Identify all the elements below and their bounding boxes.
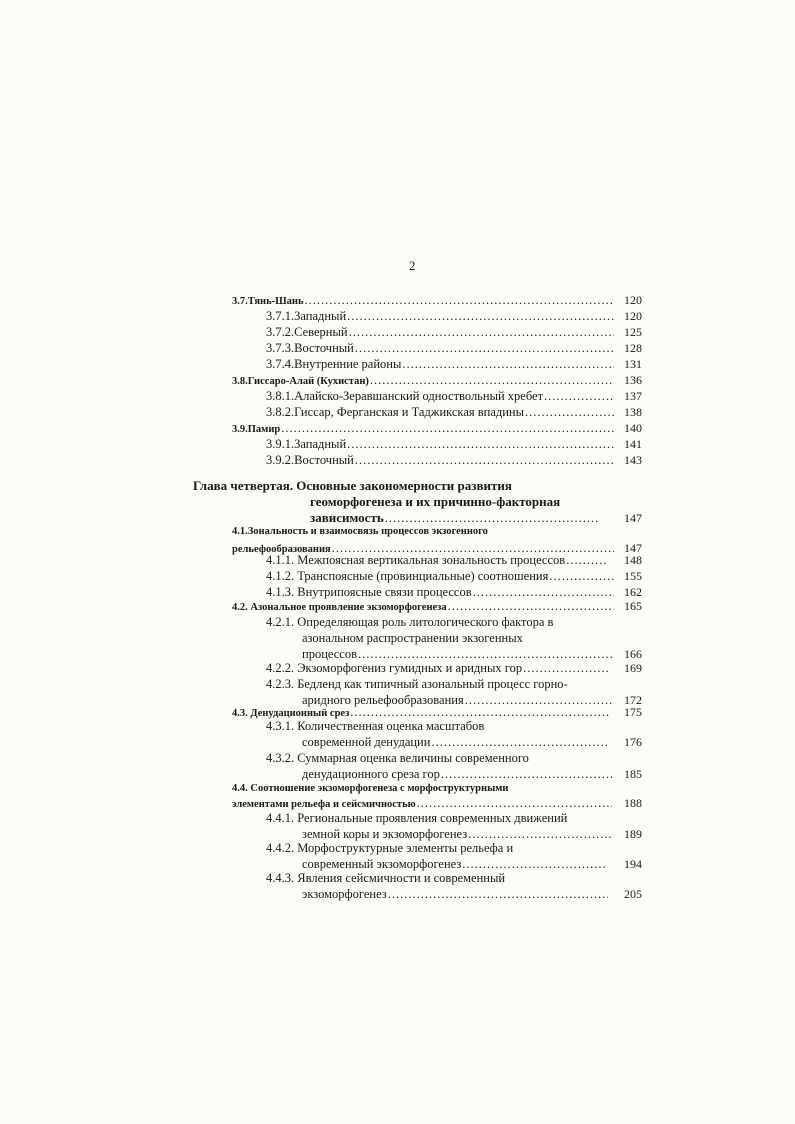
toc-entry-page: 125 xyxy=(624,325,642,339)
toc-entry xyxy=(0,356,795,372)
dot-leader xyxy=(304,292,614,308)
dot-leader xyxy=(430,734,608,750)
toc-entry-page: 120 xyxy=(624,293,642,307)
toc-entry-title: 4.1.2. Транспоясные (провинциальные) соотношения xyxy=(266,569,549,583)
toc-entry-page: 137 xyxy=(624,389,642,403)
toc-entry xyxy=(0,734,795,750)
dot-leader xyxy=(346,436,614,452)
toc-entry xyxy=(0,750,795,766)
toc-entry-title: экзоморфогенез xyxy=(302,887,387,901)
dot-leader xyxy=(369,372,614,388)
toc-entry-title: 4.1.1. Межпоясная вертикальная зональность процессов xyxy=(266,553,566,567)
toc-entry-title: элементами рельефа и сейсмичностью xyxy=(232,799,416,810)
toc-entry-page: 148 xyxy=(624,553,642,567)
toc-entry-page: 138 xyxy=(624,405,642,419)
toc-entry-title: 4.2.1. Определяющая роль литологического фактора в xyxy=(266,615,554,629)
toc-entry xyxy=(0,630,795,646)
dot-leader xyxy=(346,308,614,324)
toc-entry-title: 4.2.2. Экзоморфогениз гумидных и аридных гор xyxy=(266,661,523,675)
toc-entry xyxy=(0,372,795,388)
toc-entry xyxy=(0,308,795,324)
toc-entry xyxy=(0,795,795,811)
toc-entry-title: геоморфогенеза и их причинно-факторная xyxy=(310,494,561,509)
toc-entry-title: 3.8.1.Алайско-Зеравшанский одноствольный хребет xyxy=(266,389,544,403)
toc-entry-title: 3.8.2.Гиссар, Ферганская и Таджикская впадины xyxy=(266,405,525,419)
toc-entry-page: 162 xyxy=(624,585,642,599)
dot-leader xyxy=(354,340,614,356)
toc-entry-page: 205 xyxy=(624,887,642,901)
toc-entry xyxy=(0,614,795,630)
toc-entry xyxy=(0,340,795,356)
toc-entry-title: зависимость xyxy=(310,510,384,525)
toc-entry xyxy=(0,886,795,902)
toc-entry xyxy=(0,810,795,826)
toc-entry-page: 147 xyxy=(624,541,642,555)
toc-entry-page: 155 xyxy=(624,569,642,583)
toc-entry-page: 172 xyxy=(624,693,642,707)
toc-entry xyxy=(0,552,795,568)
dot-leader xyxy=(524,404,614,420)
dot-leader xyxy=(401,356,614,372)
dot-leader xyxy=(354,452,614,468)
toc-entry xyxy=(0,478,795,494)
toc-entry-title: 4.4. Соотношение экзоморфогенеза с морфоструктурными xyxy=(232,783,509,794)
toc-entry xyxy=(0,494,795,510)
toc-entry-title: 4.4.2. Морфоструктурные элементы рельефа и xyxy=(266,841,514,855)
dot-leader xyxy=(280,420,614,436)
toc-entry-title: 4.4.1. Региональные проявления современных движений xyxy=(266,811,568,825)
toc-entry-page: 189 xyxy=(624,827,642,841)
toc-entry-title: современной денудации xyxy=(302,735,431,749)
toc-entry-title: 4.3.1. Количественная оценка масштабов xyxy=(266,719,485,733)
toc-entry-page: 176 xyxy=(624,735,642,749)
dot-leader xyxy=(548,568,614,584)
toc-entry-title: 4.3.2. Суммарная оценка величины современного xyxy=(266,751,529,765)
toc-entry-title: 3.7.3.Восточный xyxy=(266,341,354,355)
dot-leader xyxy=(416,795,612,811)
toc-entry-title: 3.7.Тянь-Шань xyxy=(232,296,304,307)
dot-leader xyxy=(543,388,614,404)
toc-entry-title: 3.9.Памир xyxy=(232,424,281,435)
toc-entry-title: аридного рельефообразования xyxy=(302,693,464,707)
toc-entry-title: 4.3. Денудационный срез xyxy=(232,708,350,719)
toc-entry-page: 128 xyxy=(624,341,642,355)
toc-entry xyxy=(0,676,795,692)
page-number: 2 xyxy=(409,258,416,273)
toc-entry-title: Глава четвертая. Основные закономерности развития xyxy=(193,478,512,493)
toc-entry-page: 166 xyxy=(624,647,642,661)
toc-entry-title: процессов xyxy=(302,647,357,661)
toc-entry xyxy=(0,452,795,468)
toc-entry xyxy=(0,388,795,404)
dot-leader xyxy=(348,324,614,340)
toc-entry-title: 3.9.1.Западный xyxy=(266,437,347,451)
toc-entry-title: 3.7.4.Внутренние районы xyxy=(266,357,402,371)
dot-leader xyxy=(565,552,608,568)
dot-leader xyxy=(522,660,608,676)
toc-entry-page: 147 xyxy=(624,511,642,525)
toc-entry-page: 194 xyxy=(624,857,642,871)
toc-entry-title: 4.2. Азональное проявление экзоморфогенеза xyxy=(232,602,447,613)
toc-entry xyxy=(0,404,795,420)
toc-entry-title: 4.1.Зональность и взаимосвязь процессов экзогенного xyxy=(232,526,488,537)
toc-entry xyxy=(0,436,795,452)
toc-entry-title: денудационного среза гор xyxy=(302,767,440,781)
toc-entry-page: 169 xyxy=(624,661,642,675)
toc-entry-title: современный экзоморфогенез xyxy=(302,857,462,871)
toc-entry-title: 3.8.Гиссаро-Алай (Кухистан) xyxy=(232,376,369,387)
toc-entry xyxy=(0,870,795,886)
dot-leader xyxy=(387,886,608,902)
dot-leader xyxy=(447,598,614,614)
toc-entry xyxy=(0,524,795,540)
toc-entry-title: рельефообразования xyxy=(232,544,331,555)
toc-entry xyxy=(0,324,795,340)
toc-entry xyxy=(0,420,795,436)
toc-entry-page: 188 xyxy=(624,796,642,810)
toc-entry-title: азональном распространении экзогенных xyxy=(302,631,523,645)
dot-leader xyxy=(440,766,612,782)
toc-entry xyxy=(0,598,795,614)
toc-entry-title: 4.1.3. Внутрипоясные связи процессов xyxy=(266,585,472,599)
toc-entry xyxy=(0,568,795,584)
toc-entry-title: 4.2.3. Бедленд как типичный азональный процесс горно- xyxy=(266,677,568,691)
toc-entry xyxy=(0,840,795,856)
toc-entry-page: 143 xyxy=(624,453,642,467)
toc-entry xyxy=(0,718,795,734)
toc-entry-page: 185 xyxy=(624,767,642,781)
toc-entry-page: 131 xyxy=(624,357,642,371)
toc-entry-title: 3.9.2.Восточный xyxy=(266,453,354,467)
toc-entry-page: 175 xyxy=(624,705,642,719)
toc-entry-page: 120 xyxy=(624,309,642,323)
toc-entry-page: 140 xyxy=(624,421,642,435)
toc-entry-page: 141 xyxy=(624,437,642,451)
toc-entry xyxy=(0,660,795,676)
toc-entry xyxy=(0,292,795,308)
toc-entry-page: 136 xyxy=(624,373,642,387)
toc-entry xyxy=(0,766,795,782)
toc-entry-title: 3.7.1.Западный xyxy=(266,309,347,323)
toc-entry-page: 165 xyxy=(624,599,642,613)
toc-entry-title: 3.7.2.Северный xyxy=(266,325,348,339)
toc-entry-title: земной коры и экзоморфогенез xyxy=(302,827,468,841)
toc-entry-title: 4.4.3. Явления сейсмичности и современный xyxy=(266,871,506,885)
